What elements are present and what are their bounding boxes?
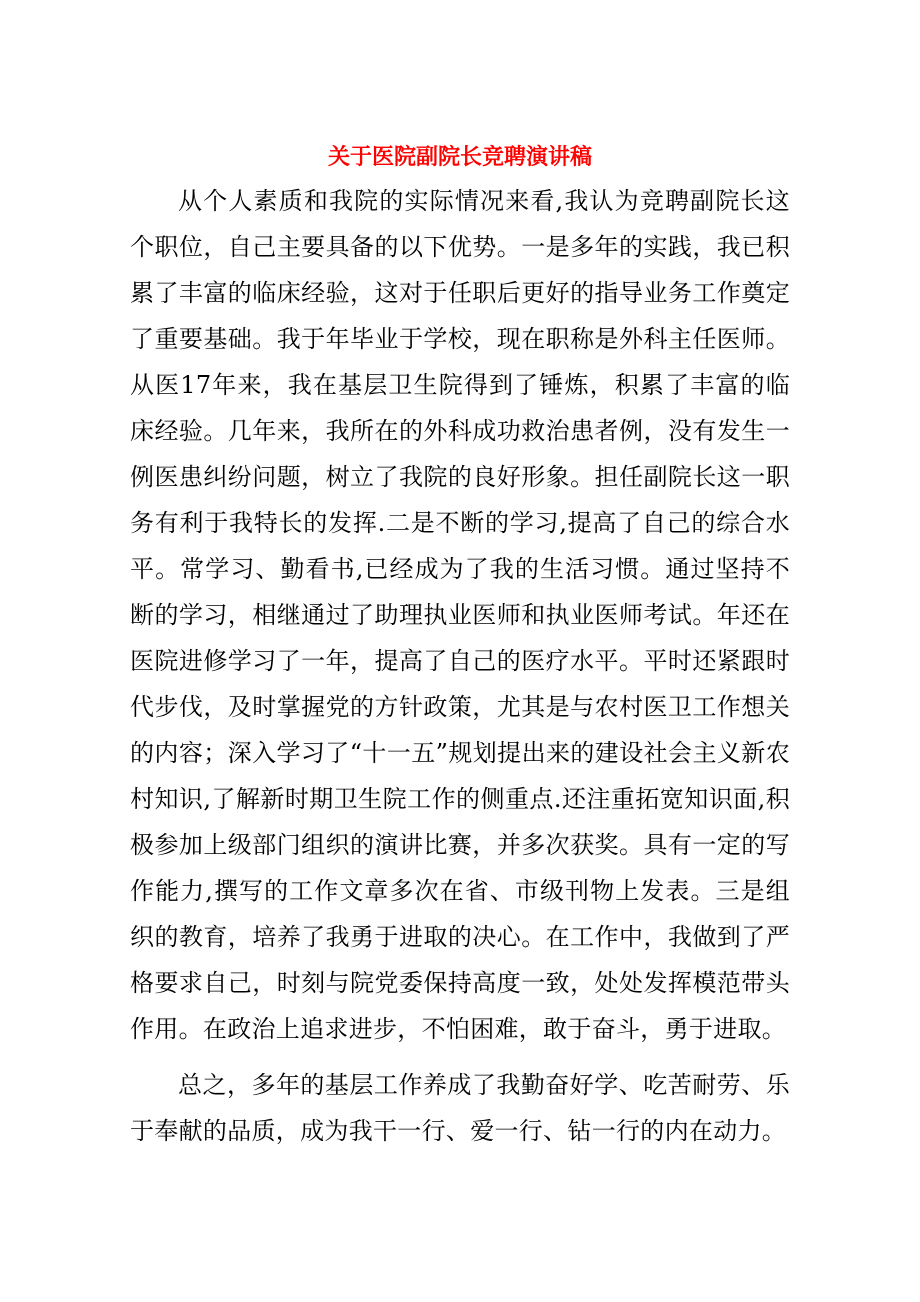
body-paragraph-1: 从个人素质和我院的实际情况来看,我认为竞聘副院长这个职位，自己主要具备的以下优势。一是多年的实践，我已积累了丰富的临床经验，这对于任职后更好的指导业务工作奠定了重要基础。我于年毕业于学校，现在职称是外科主任医师。从医17年来，我在基层卫生院得到了锤炼，积累了丰富的临床经验。几年来，我所在的外科成功救治患者例，没有发生一例医患纠纷问题，树立了我院的良好形象。担任副院长这一职务有利于我特长的发挥.二是不断的学习,提高了自己的综合水平。常学习、勤看书,已经成为了我的生活习惯。通过坚持不断的学习，相继通过了助理执业医师和执业医师考试。年还在医院进修学习了一年，提高了自己的医疗水平。平时还紧跟时代步伐，及时掌握党的方针政策，尤其是与农村医卫工作想关的内容；深入学习了“十一五”规划提出来的建设社会主义新农村知识,了解新时期卫生院工作的侧重点.还注重拓宽知识面,积极参加上级部门组织的演讲比赛，并多次获奖。具有一定的写作能力,撰写的工作文章多次在省、市级刊物上发表。三是组织的教育，培养了我勇于进取的决心。在工作中，我做到了严格要求自己，时刻与院党委保持高度一致，处处发挥模范带头作用。在政治上追求进步，不怕困难，敢于奋斗，勇于进取。 — [130, 187, 790, 1043]
document-title: 关于医院副院长竞聘演讲稿 — [327, 145, 592, 170]
body-paragraph-2: 总之，多年的基层工作养成了我勤奋好学、吃苦耐劳、乐于奉献的品质，成为我干一行、爱一行、钻一行的内在动力。 — [130, 1071, 790, 1145]
